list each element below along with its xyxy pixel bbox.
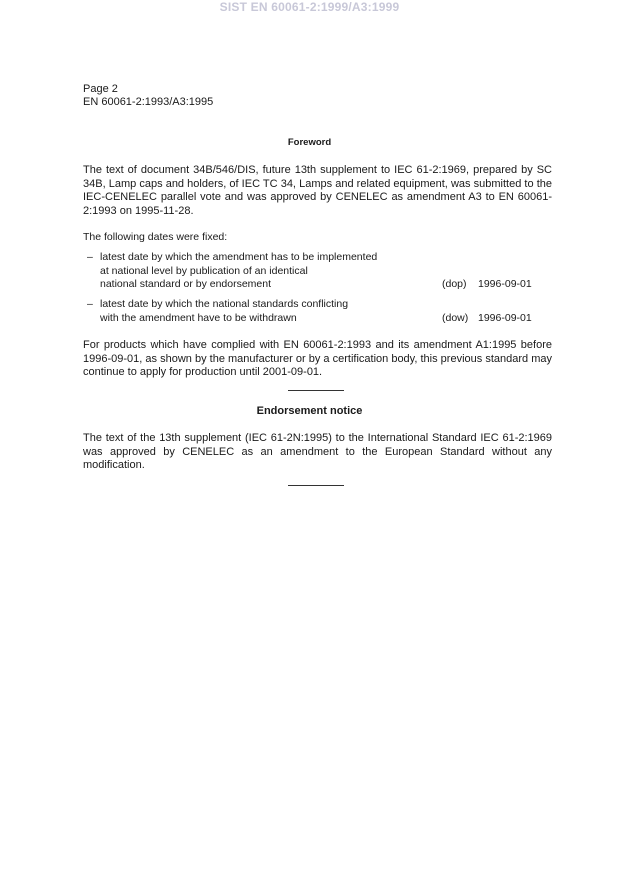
date-item-text	[100, 298, 430, 325]
date-item-text	[100, 251, 430, 292]
date-code: (dop)	[442, 278, 467, 290]
foreword-paragraph-1: The text of document 34B/546/DIS, future 13th supplement to IEC 61-2:1969, prepared by SC 34B, Lamp caps and holders, of IEC TC 34, Lamps and related equipment, was submitted to the IEC-CENELEC parallel vote and was approved by CENELEC as amendment A3 to EN 60061-2:1993 on 1995-11-28.	[83, 164, 552, 217]
document-id: EN 60061-2:1993/A3:1995	[83, 96, 214, 108]
date-item-line: latest date by which the amendment has to be implemented	[100, 251, 378, 263]
date-item-line: at national level by publication of an identical	[100, 264, 308, 277]
page-number: Page 2	[83, 83, 118, 95]
dates-intro: The following dates were fixed:	[83, 231, 228, 243]
foreword-title: Foreword	[287, 137, 332, 148]
watermark: SIST EN 60061-2:1999/A3:1999	[219, 0, 400, 14]
date-code: (dow)	[442, 312, 469, 324]
date-item-dop	[83, 251, 552, 293]
date-item-line: national standard or by endorsement	[100, 278, 272, 290]
page-header	[83, 83, 213, 109]
date-value: 1996-09-01	[478, 312, 532, 324]
dash-bullet: –	[87, 298, 93, 310]
dash-bullet: –	[87, 251, 93, 263]
endorsement-title: Endorsement notice	[256, 405, 363, 417]
foreword-paragraph-2: For products which have complied with EN 60061-2:1993 and its amendment A1:1995 before 1996-09-01, as shown by the manufacturer or by a certification body, this previous standard may continue to apply for production until 2001-09-01.	[83, 339, 552, 378]
end-divider	[288, 485, 344, 486]
date-value: 1996-09-01	[478, 278, 532, 290]
endorsement-paragraph: The text of the 13th supplement (IEC 61-2N:1995) to the International Standard IEC 61-2:1969 was approved by CENELEC as an amendment to the European Standard without any modification.	[83, 432, 552, 471]
date-item-line: latest date by which the national standards conflicting	[100, 298, 349, 310]
date-item-line: with the amendment have to be withdrawn	[100, 311, 297, 324]
section-divider	[288, 390, 344, 391]
date-item-dow	[83, 298, 552, 328]
